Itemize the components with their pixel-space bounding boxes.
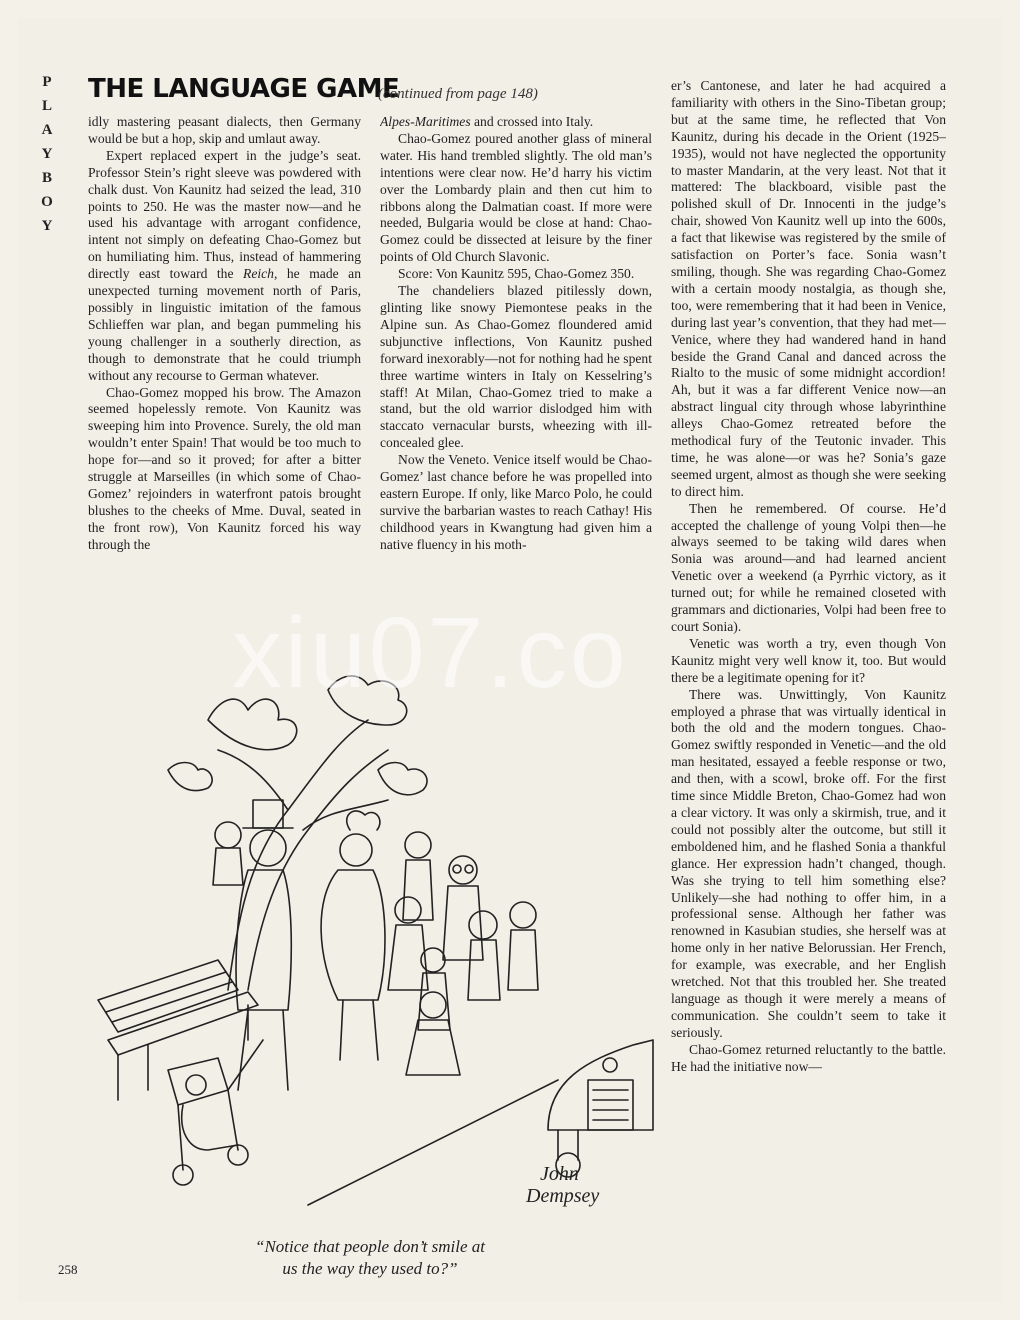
cartoon-illustration [88, 660, 658, 1220]
paragraph: Chao-Gomez mopped his brow. The Amazon seemed hopelessly remote. Von Kaunitz was sweeping him into Provence. Surely, the old man wouldn’t enter Spain! That would be too much to hope for—and so it proved; for after a bitter struggle at Marseilles (in which some of Chao-Gomez’ rejoinders in waterfront patois brought blushes to the cheeks of Mme. Duval, seated in the front row), Von Kaunitz forced his way through the [88, 384, 361, 552]
page-number: 258 [58, 1262, 78, 1277]
article-headline: THE LANGUAGE GAME [88, 74, 400, 104]
paragraph: Alpes-Maritimes and crossed into Italy. [380, 114, 594, 129]
continued-note: (continued from page 148) [378, 86, 538, 102]
magazine-letter: P [42, 74, 52, 90]
caption-line: us the way they used to?” [282, 1259, 458, 1278]
text-column-2 [380, 114, 652, 644]
text-column-1 [88, 114, 361, 644]
magazine-letter: O [41, 194, 53, 210]
magazine-letter: Y [41, 146, 53, 162]
watermark-text: xiu07.co [232, 597, 629, 709]
paragraph: er’s Cantonese, and later he had acquired a familiarity with others in the Sino-Tibetan group; but at the same time, he reflected that Von Kaunitz, during his decade in the Orient (1925–1935), would not have neglected the opportunity to master Mandarin, at the very least. Not that it mattered: The blackboard, visible past the polished skull of Dr. Innocenti in the judge’s chair, showed Von Kaunitz well up into the 600s, a fact that likewise was registered by the smile of satisfaction on Porter’s face. Sonia wasn’t smiling, though. She was regarding Chao-Gomez with a certain moody nostalgia, as though she, too, were remembering that it had been in Venice, during last year’s convention, that they had met—Venice, where they had wandered hand in hand beside the Grand Canal and danced across the Rialto to the music of some midnight accordion! Ah, but it was a far different Venice now—an abstract lingual city through whose labyrinthine alleys Chao-Gomez retreated before the methodical fury of the Teutonic invader. This time, he was alone—or was he? Sonia’s gaze seemed urgent, almost as though she were seeking to direct him. [671, 78, 946, 499]
paragraph: The chandeliers blazed pitilessly down, glinting like snowy Piemontese peaks in the Alpine sun. As Chao-Gomez floundered amid subjunctive inflections, Von Kaunitz pushed forward inexorably—not for nothing had he spent three wartime winters in Italy on Kesselring’s staff! At Milan, Chao-Gomez tried to make a stand, but the old warrior dislodged him with staccato vernacular bursts, wheezing with ill-concealed glee. [380, 283, 652, 451]
italic-term: Reich [243, 266, 274, 282]
paragraph: Now the Veneto. Venice itself would be Chao-Gomez’ last chance before he was propelled into eastern Europe. If only, like Marco Polo, he could survive the barbarian wastes to reach Cathay! His childhood years in Kwangtung had given him a native fluency in his moth- [380, 452, 652, 552]
cartoon-caption [190, 1236, 550, 1280]
paragraph: Venetic was worth a try, even though Von Kaunitz might very well know it, too. But would there be a legitimate opening for it? [671, 635, 946, 685]
italic-term: Alpes-Maritimes [380, 114, 471, 129]
artist-signature: Dempsey [526, 1185, 600, 1207]
cartoon-drawing [88, 660, 658, 1220]
paragraph: Score: Von Kaunitz 595, Chao-Gomez 350. [398, 266, 635, 282]
text-column-3 [671, 78, 946, 1288]
magazine-letter: A [41, 122, 53, 138]
caption-line: “Notice that people don’t smile at [255, 1237, 485, 1256]
magazine-letter: B [41, 170, 52, 186]
paragraph: Then he remembered. Of course. He’d accepted the challenge of young Volpi then—he always seemed to be taking wild dares when Sonia was around—and had learned ancient Venetic over a weekend (a Pyrrhic victory, as it turned out; for while he remained closeted with grammars and dictionaries, Volpi had been free to court Sonia). [671, 500, 946, 634]
artist-signature: John [540, 1163, 579, 1185]
paragraph: Chao-Gomez poured another glass of mineral water. His hand trembled slightly. The old man’s intentions were clear now. He’d harry his victim over the Lombardy plain and then cut him to ribbons along the Dalmatian coast. If more were needed, Bulgaria would be close at hand: Chao-Gomez could be dissected at leisure by the finer points of Old Church Slavonic. [380, 130, 652, 265]
paragraph: There was. Unwittingly, Von Kaunitz employed a phrase that was virtually identical in both the old and the modern tongues. Chao-Gomez swiftly responded in Venetic—and the old man hesitated, essayed a feeble response or two, and then, with a scowl, broke off. For the first time since Middle Breton, Chao-Gomez had won a clear victory. It was only a skirmish, true, and it could not possibly alter the outcome, but still it emboldened him, and he flashed Sonia a thankful glance. Her expression hadn’t changed, though. Was she trying to tell him something else? Unlikely—she had nothing to offer him, in a professional sense. Although her father was renowned in Kasubian studies, she herself was at home only in her native Belorussian. Her French, for example, was execrable, and her English wretched. Not that this troubled her. She treated language as though it were merely a means of communication. She couldn’t seem to take it seriously. [671, 686, 946, 1040]
paragraph: idly mastering peasant dialects, then Germany would be but a hop, skip and umlaut away. [88, 114, 361, 146]
magazine-letter: Y [41, 218, 53, 234]
magazine-name-vertical [38, 70, 56, 238]
paragraph: Expert replaced expert in the judge’s seat. Professor Stein’s right sleeve was powdered with chalk dust. Von Kaunitz had seized the lead, 310 points to 250. He was the master now—and he used his advantage with arrogant confidence, intent not simply on defeating Chao-Gomez but on humiliating him. Thus, instead of hammering directly east toward the Reich, he made an unexpected turning movement north of Paris, possibly in linguistic imitation of the famous Schlieffen war plan, and began pummeling his young challenger in a southerly direction, as though to demonstrate that he could triumph without any recourse to German whatever. [88, 147, 361, 383]
paragraph: Chao-Gomez returned reluctantly to the battle. He had the initiative now— [671, 1041, 946, 1074]
magazine-letter: L [41, 98, 52, 114]
